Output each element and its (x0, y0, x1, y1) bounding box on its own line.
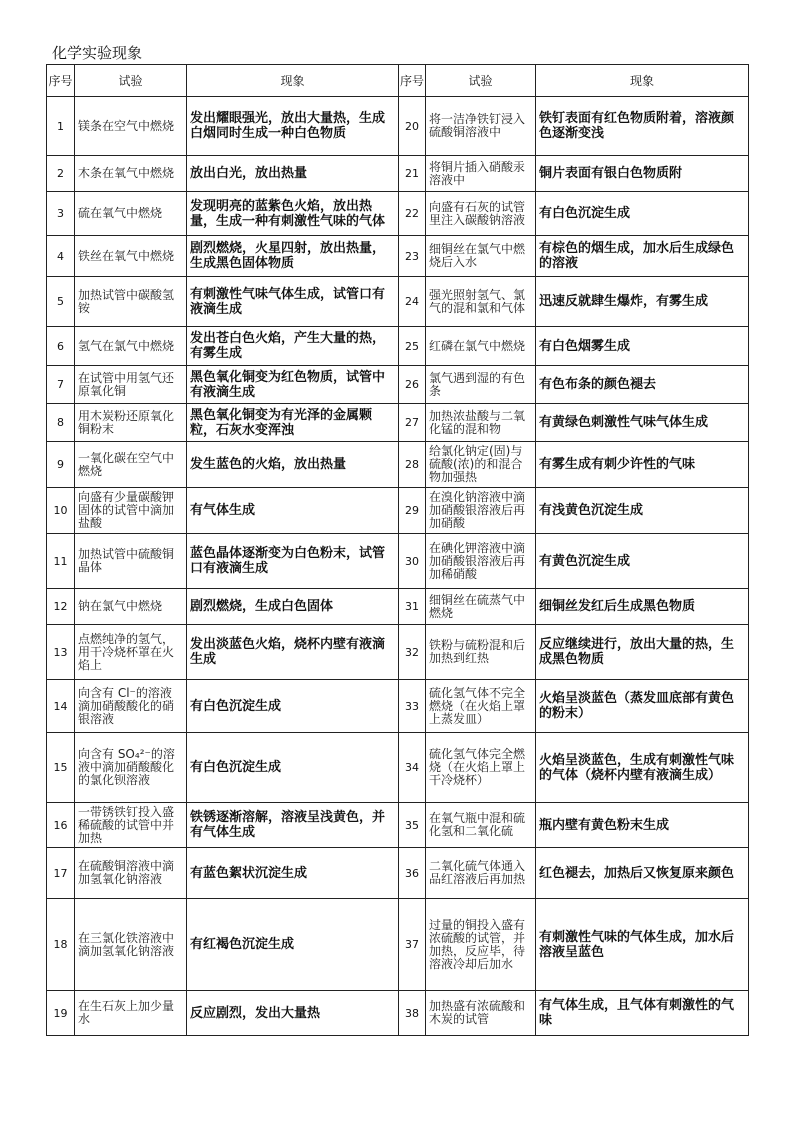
phenomenon-cell-left: 有红褐色沉淀生成 (187, 899, 399, 991)
phenomenon-cell-right: 有白色烟雾生成 (536, 327, 749, 366)
phenomenon-cell-left: 黑色氧化铜变为有光泽的金属颗粒，石灰水变浑浊 (187, 404, 399, 442)
seq-cell-left: 9 (47, 442, 75, 488)
phenomenon-cell-left: 有蓝色絮状沉淀生成 (187, 848, 399, 899)
trial-cell-right: 在氧气瓶中混和硫化氢和二氧化硫 (426, 803, 536, 848)
trial-cell-right: 将铜片插入硝酸汞溶液中 (426, 156, 536, 192)
trial-cell-right: 加热浓盐酸与二氧化锰的混和物 (426, 404, 536, 442)
phenomenon-cell-left: 发出耀眼强光，放出大量热，生成白烟同时生成一种白色物质 (187, 97, 399, 156)
trial-cell-right: 过量的铜投入盛有浓硫酸的试管，并加热，反应毕，待溶液冷却后加水 (426, 899, 536, 991)
table-row (47, 366, 749, 404)
trial-cell-left: 点燃纯净的氢气，用干冷烧杯罩在火焰上 (75, 625, 187, 680)
trial-cell-left: 向含有 SO₄²⁻的溶液中滴加硝酸酸化的氯化钡溶液 (75, 733, 187, 803)
trial-cell-right: 氯气遇到湿的有色条 (426, 366, 536, 404)
phenomenon-cell-right: 红色褪去，加热后又恢复原来颜色 (536, 848, 749, 899)
phenomenon-cell-right: 有刺激性气味的气体生成，加水后溶液呈蓝色 (536, 899, 749, 991)
table-header-row (47, 65, 749, 97)
seq-cell-right: 37 (399, 899, 426, 991)
seq-cell-right: 32 (399, 625, 426, 680)
phenomenon-cell-right: 铁钉表面有红色物质附着，溶液颜色逐渐变浅 (536, 97, 749, 156)
phenomenon-cell-left: 发现明亮的蓝紫色火焰，放出热量，生成一种有刺激性气味的气体 (187, 192, 399, 236)
trial-cell-left: 木条在氧气中燃烧 (75, 156, 187, 192)
trial-cell-right: 细铜丝在氯气中燃烧后入水 (426, 236, 536, 277)
trial-cell-right: 将一洁净铁钉浸入硫酸铜溶液中 (426, 97, 536, 156)
seq-cell-right: 24 (399, 277, 426, 327)
phenomenon-cell-left: 有白色沉淀生成 (187, 680, 399, 733)
phenomenon-cell-left: 黑色氧化铜变为红色物质，试管中有液滴生成 (187, 366, 399, 404)
phenomenon-cell-left: 铁锈逐渐溶解，溶液呈浅黄色，并有气体生成 (187, 803, 399, 848)
seq-cell-right: 20 (399, 97, 426, 156)
table-row (47, 488, 749, 534)
trial-cell-right: 向盛有石灰的试管里注入碳酸钠溶液 (426, 192, 536, 236)
phenomenon-cell-left: 有气体生成 (187, 488, 399, 534)
phenomenon-cell-right: 火焰呈淡蓝色（蒸发皿底部有黄色的粉末） (536, 680, 749, 733)
table-row (47, 848, 749, 899)
table-row (47, 625, 749, 680)
trial-cell-right: 细铜丝在硫蒸气中燃烧 (426, 589, 536, 625)
trial-cell-left: 加热试管中硫酸铜晶体 (75, 534, 187, 589)
table-row (47, 156, 749, 192)
phenomenon-cell-right: 瓶内壁有黄色粉末生成 (536, 803, 749, 848)
seq-cell-left: 11 (47, 534, 75, 589)
phenomenon-cell-left: 放出白光，放出热量 (187, 156, 399, 192)
seq-cell-left: 4 (47, 236, 75, 277)
table-row (47, 442, 749, 488)
seq-cell-right: 26 (399, 366, 426, 404)
header-seq: 序号 (399, 65, 426, 97)
table-body (47, 97, 749, 1036)
phenomenon-cell-right: 有黄绿色刺激性气味气体生成 (536, 404, 749, 442)
phenomenon-cell-right: 迅速反就肆生爆炸，有雾生成 (536, 277, 749, 327)
seq-cell-right: 33 (399, 680, 426, 733)
phenomenon-cell-left: 蓝色晶体逐渐变为白色粉末，试管口有液滴生成 (187, 534, 399, 589)
seq-cell-left: 3 (47, 192, 75, 236)
seq-cell-right: 28 (399, 442, 426, 488)
trial-cell-right: 二氧化硫气体通入品红溶液后再加热 (426, 848, 536, 899)
seq-cell-left: 14 (47, 680, 75, 733)
phenomenon-cell-left: 有刺激性气味气体生成，试管口有液滴生成 (187, 277, 399, 327)
seq-cell-right: 34 (399, 733, 426, 803)
seq-cell-left: 10 (47, 488, 75, 534)
table-row (47, 899, 749, 991)
seq-cell-right: 30 (399, 534, 426, 589)
phenomenon-cell-right: 有色布条的颜色褪去 (536, 366, 749, 404)
seq-cell-left: 17 (47, 848, 75, 899)
seq-cell-right: 23 (399, 236, 426, 277)
trial-cell-right: 硫化氢气体完全燃烧（在火焰上罩上干冷烧杯） (426, 733, 536, 803)
trial-cell-left: 在三氯化铁溶液中滴加氢氧化钠溶液 (75, 899, 187, 991)
trial-cell-left: 一带锈铁钉投入盛稀硫酸的试管中并加热 (75, 803, 187, 848)
table-row (47, 680, 749, 733)
trial-cell-left: 铁丝在氧气中燃烧 (75, 236, 187, 277)
table-row (47, 733, 749, 803)
phenomenon-cell-right: 有气体生成，且气体有刺激性的气味 (536, 991, 749, 1036)
header-seq: 序号 (47, 65, 75, 97)
phenomenon-cell-right: 有黄色沉淀生成 (536, 534, 749, 589)
seq-cell-right: 29 (399, 488, 426, 534)
seq-cell-right: 35 (399, 803, 426, 848)
seq-cell-left: 5 (47, 277, 75, 327)
table-row (47, 236, 749, 277)
phenomenon-cell-left: 剧烈燃烧，生成白色固体 (187, 589, 399, 625)
phenomenon-cell-left: 有白色沉淀生成 (187, 733, 399, 803)
trial-cell-left: 钠在氯气中燃烧 (75, 589, 187, 625)
seq-cell-left: 1 (47, 97, 75, 156)
table-row (47, 991, 749, 1036)
table-row (47, 404, 749, 442)
table-row (47, 192, 749, 236)
trial-cell-left: 镁条在空气中燃烧 (75, 97, 187, 156)
header-trial: 试验 (75, 65, 187, 97)
seq-cell-right: 27 (399, 404, 426, 442)
phenomenon-cell-right: 有浅黄色沉淀生成 (536, 488, 749, 534)
phenomenon-cell-right: 铜片表面有银白色物质附 (536, 156, 749, 192)
seq-cell-right: 22 (399, 192, 426, 236)
trial-cell-left: 在生石灰上加少量水 (75, 991, 187, 1036)
seq-cell-left: 19 (47, 991, 75, 1036)
phenomenon-cell-left: 反应剧烈，发出大量热 (187, 991, 399, 1036)
seq-cell-right: 25 (399, 327, 426, 366)
seq-cell-left: 18 (47, 899, 75, 991)
trial-cell-left: 在硫酸铜溶液中滴加氢氧化钠溶液 (75, 848, 187, 899)
phenomenon-cell-left: 发生蓝色的火焰，放出热量 (187, 442, 399, 488)
phenomenon-cell-right: 反应继续进行，放出大量的热，生成黑色物质 (536, 625, 749, 680)
trial-cell-left: 在试管中用氢气还原氧化铜 (75, 366, 187, 404)
phenomenon-cell-left: 发出苍白色火焰，产生大量的热，有雾生成 (187, 327, 399, 366)
table-row (47, 277, 749, 327)
table-row (47, 589, 749, 625)
header-trial: 试验 (426, 65, 536, 97)
table-row (47, 327, 749, 366)
seq-cell-left: 8 (47, 404, 75, 442)
header-phenomenon: 现象 (536, 65, 749, 97)
seq-cell-right: 21 (399, 156, 426, 192)
experiment-table (46, 64, 749, 1036)
phenomenon-cell-right: 有棕色的烟生成，加水后生成绿色的溶液 (536, 236, 749, 277)
phenomenon-cell-left: 发出淡蓝色火焰，烧杯内壁有液滴生成 (187, 625, 399, 680)
phenomenon-cell-right: 火焰呈淡蓝色，生成有刺激性气味的气体（烧杯内壁有液滴生成） (536, 733, 749, 803)
trial-cell-right: 硫化氢气体不完全燃烧（在火焰上罩上蒸发皿） (426, 680, 536, 733)
phenomenon-cell-right: 有雾生成有刺少许性的气味 (536, 442, 749, 488)
seq-cell-left: 15 (47, 733, 75, 803)
trial-cell-right: 在溴化钠溶液中滴加硝酸银溶液后再加硝酸 (426, 488, 536, 534)
trial-cell-right: 给氯化钠定(固)与硫酸(浓)的和混合物加强热 (426, 442, 536, 488)
phenomenon-cell-right: 细铜丝发红后生成黑色物质 (536, 589, 749, 625)
phenomenon-cell-left: 剧烈燃烧，火星四射，放出热量，生成黑色固体物质 (187, 236, 399, 277)
trial-cell-left: 一氧化碳在空气中燃烧 (75, 442, 187, 488)
seq-cell-left: 6 (47, 327, 75, 366)
seq-cell-right: 31 (399, 589, 426, 625)
table-row (47, 803, 749, 848)
trial-cell-left: 用木炭粉还原氧化铜粉末 (75, 404, 187, 442)
seq-cell-right: 36 (399, 848, 426, 899)
seq-cell-left: 7 (47, 366, 75, 404)
seq-cell-left: 13 (47, 625, 75, 680)
trial-cell-right: 加热盛有浓硫酸和木炭的试管 (426, 991, 536, 1036)
seq-cell-left: 12 (47, 589, 75, 625)
document-title: 化学实验现象 (52, 44, 143, 62)
trial-cell-left: 氢气在氯气中燃烧 (75, 327, 187, 366)
trial-cell-right: 红磷在氯气中燃烧 (426, 327, 536, 366)
trial-cell-right: 铁粉与硫粉混和后加热到红热 (426, 625, 536, 680)
phenomenon-cell-right: 有白色沉淀生成 (536, 192, 749, 236)
table-row (47, 534, 749, 589)
trial-cell-left: 硫在氧气中燃烧 (75, 192, 187, 236)
table-row (47, 97, 749, 156)
seq-cell-left: 16 (47, 803, 75, 848)
trial-cell-left: 加热试管中碳酸氢铵 (75, 277, 187, 327)
trial-cell-right: 强光照射氢气、氯气的混和氯和气体 (426, 277, 536, 327)
seq-cell-left: 2 (47, 156, 75, 192)
seq-cell-right: 38 (399, 991, 426, 1036)
header-phenomenon: 现象 (187, 65, 399, 97)
trial-cell-left: 向盛有少量碳酸钾固体的试管中滴加盐酸 (75, 488, 187, 534)
trial-cell-left: 向含有 Cl⁻的溶液滴加硝酸酸化的硝银溶液 (75, 680, 187, 733)
trial-cell-right: 在碘化钾溶液中滴加硝酸银溶液后再加稀硝酸 (426, 534, 536, 589)
